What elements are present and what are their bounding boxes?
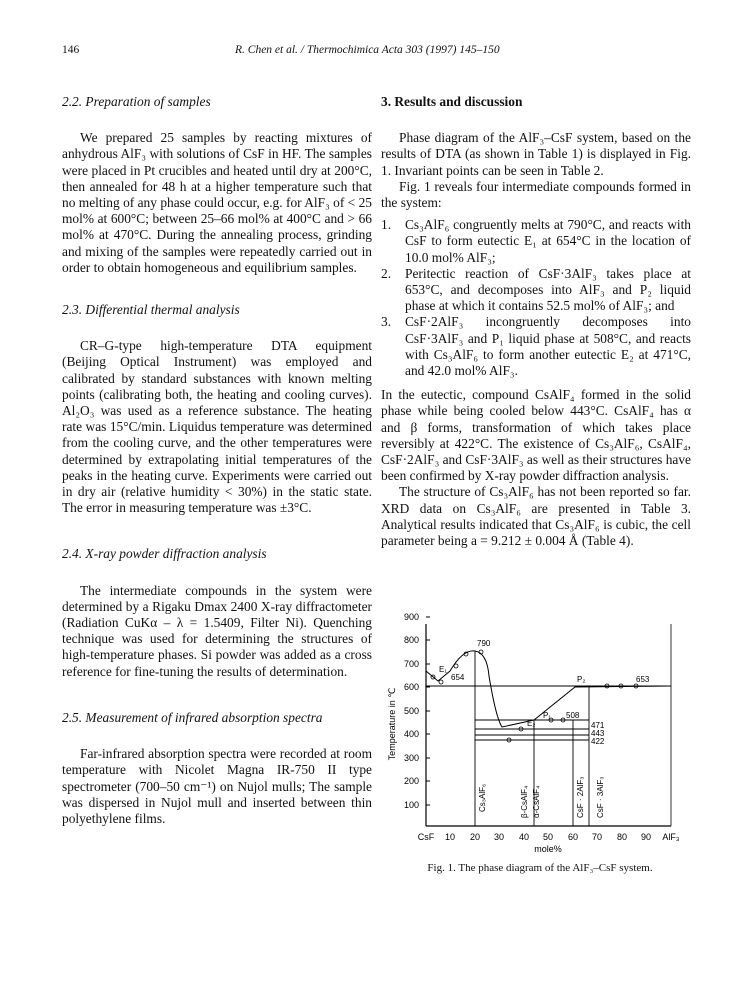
section-2-4-title: 2.4. X-ray powder diffraction analysis [62, 546, 267, 562]
section-2-3-paragraph: CR–G-type high-temperature DTA equipment (Beijing Optical Instrument) was employed and calibrated by standard substances with known melting points (calibrating both, the heating and cooling curves). Al₂O₃ was used as a reference substance. The heating rate was 15°C/min. Liquidus temperature was determined from the cooling curve, and the other temperatures were determined by extrapolating initial temperatures of the peaks in the heating curve. Experiments were carried out in dry air (relative humidity < 30%) in the static state. The error in measuring temperature was ±3°C. [62, 338, 372, 516]
label-653: 653 [636, 675, 650, 684]
section-2-2-paragraph: We prepared 25 samples by reacting mixtures of anhydrous AlF₃ with solutions of CsF in HF. The samples were placed in Pt crucibles and heated until dry at 200°C, then annealed for 48 h at a higher temperature such that no melting of any phase could occur, e.g. for AlF₃ of < 25 mol% at 600°C; between 25–66 mol% at 400°C and > 66 mol% at 470°C. During the annealing process, grinding and mixing of the samples were repeatedly carried out in order to obtain homogeneous and equilibrium samples. [62, 130, 372, 275]
x-tick: 80 [616, 832, 628, 842]
label-443: 443 [591, 729, 605, 738]
svg-text:900: 900 [403, 612, 419, 622]
running-title: R. Chen et al. / Thermochimica Acta 303 (1997) 145–150 [235, 44, 500, 56]
label-p1: P₁ [543, 711, 552, 720]
results-list [381, 217, 691, 379]
label-cs3alf6: Cs₃AlF₆ [478, 783, 487, 812]
x-ticks [418, 832, 680, 842]
left-column [62, 94, 372, 827]
x-tick: 10 [444, 832, 456, 842]
compound-labels [478, 777, 605, 818]
x-axis-label: mole% [534, 844, 562, 854]
section-3-title: 3. Results and discussion [381, 94, 523, 109]
data-points [431, 650, 638, 742]
figure-caption: Fig. 1. The phase diagram of the AlF₃–CsF system. [427, 862, 653, 874]
section-2-3-title: 2.3. Differential thermal analysis [62, 302, 240, 318]
x-tick: CsF [417, 832, 435, 842]
label-654: 654 [451, 673, 465, 682]
label-csf3alf3: CsF · 3AlF₃ [596, 776, 605, 818]
x-tick: 50 [542, 832, 554, 842]
section-2-2-title: 2.2. Preparation of samples [62, 94, 211, 109]
x-tick: 60 [567, 832, 579, 842]
section-2-5-title: 2.5. Measurement of infrared absorption spectra [62, 709, 323, 725]
label-beta-csalf4: β-CsAlF₄ [520, 785, 529, 818]
right-column [381, 94, 691, 549]
results-paragraph-1: Phase diagram of the AlF₃–CsF system, based on the results of DTA (as shown in Table 1) is displayed in Fig. 1. Invariant points can be seen in Table 2. [381, 130, 691, 178]
results-paragraph-4: The structure of Cs₃AlF₆ has not been reported so far. XRD data on Cs₃AlF₆ are presented in Table 3. Analytical results indicated that Cs₃AlF₆ is cubic, the cell parameter being a = 9.212 ± 0.004 Å (Table 4). [381, 484, 691, 549]
list-item: 1. Cs₃AlF₆ congruently melts at 790°C, and reacts with CsF to form eutectic E₁ at 654°C in the location of 10.0 mol% AlF₃; [381, 217, 691, 265]
label-alpha-csalf4: α-CsAlF₄ [532, 785, 541, 818]
annotations [439, 639, 650, 746]
list-item: 3. CsF·2AlF₃ incongruently decomposes into CsF·3AlF₃ and P₁ liquid phase at 508°C, and reacts with Cs₃AlF₆ to form another eutectic E₂ at 471°C, and 42.0 mol% AlF₃. [381, 314, 691, 379]
svg-text:500: 500 [403, 706, 419, 716]
label-e1: E₁ [439, 665, 448, 674]
svg-text:400: 400 [403, 729, 419, 739]
svg-text:200: 200 [403, 776, 419, 786]
x-tick: 90 [640, 832, 652, 842]
svg-text:300: 300 [403, 753, 419, 763]
label-422: 422 [591, 737, 605, 746]
list-item: 2. Peritectic reaction of CsF·3AlF₃ takes place at 653°C, and decomposes into AlF₃ and P₂ liquid phase at which it contains 52.5 mol% of AlF₃; and [381, 265, 691, 314]
data-point [454, 664, 458, 668]
data-point [439, 680, 443, 684]
x-tick: 40 [518, 832, 530, 842]
svg-text:700: 700 [403, 659, 419, 669]
y-axis-label: Temperature in ℃ [387, 687, 397, 761]
label-csf2alf3: CsF · 2AlF₃ [576, 776, 585, 818]
label-e2: E₂ [527, 719, 536, 728]
svg-text:100: 100 [403, 800, 419, 810]
x-tick: 70 [591, 832, 603, 842]
label-471: 471 [591, 721, 605, 730]
section-2-5-paragraph: Far-infrared absorption spectra were recorded at room temperature with Nicolet Magna IR-750 II type spectrometer (700–50 cm⁻¹) on Nujol mulls; The sample was dispersed in Nujol mull and inserted between thin polyethylene films. [62, 746, 372, 826]
y-tick [404, 612, 430, 622]
x-tick: 20 [469, 832, 481, 842]
x-tick: AlF₃ [662, 832, 680, 842]
results-paragraph-3: In the eutectic, compound CsAlF₄ formed in the solid phase while being cooled below 443°C. CsAlF₄ has α and β forms, transformation of which takes place reversibly at 422°C. The existence of Cs₃AlF₆, CsAlF₄, CsF·2AlF₃ and CsF·3AlF₃ as well as their structures have been confirmed by X-ray powder diffraction analysis. [381, 387, 691, 484]
page-number: 146 [62, 44, 80, 56]
label-p2: P₂ [577, 675, 586, 684]
results-paragraph-2: Fig. 1 reveals four intermediate compounds formed in the system: [381, 178, 691, 211]
phase-diagram-figure [381, 606, 699, 856]
label-790: 790 [477, 639, 491, 648]
x-tick: 30 [493, 832, 505, 842]
section-2-4-paragraph: The intermediate compounds in the system were determined by a Rigaku Dmax 2400 X-ray diffractometer (Radiation CuKα – λ = 1.5409, Filter Ni). Quenching technique was used for determining the structures of high-temperature phases. Si powder was added as a cross reference for fine-tuning the results of determination. [62, 582, 372, 679]
label-508: 508 [566, 711, 580, 720]
svg-text:800: 800 [403, 635, 419, 645]
svg-text:600: 600 [403, 682, 419, 692]
